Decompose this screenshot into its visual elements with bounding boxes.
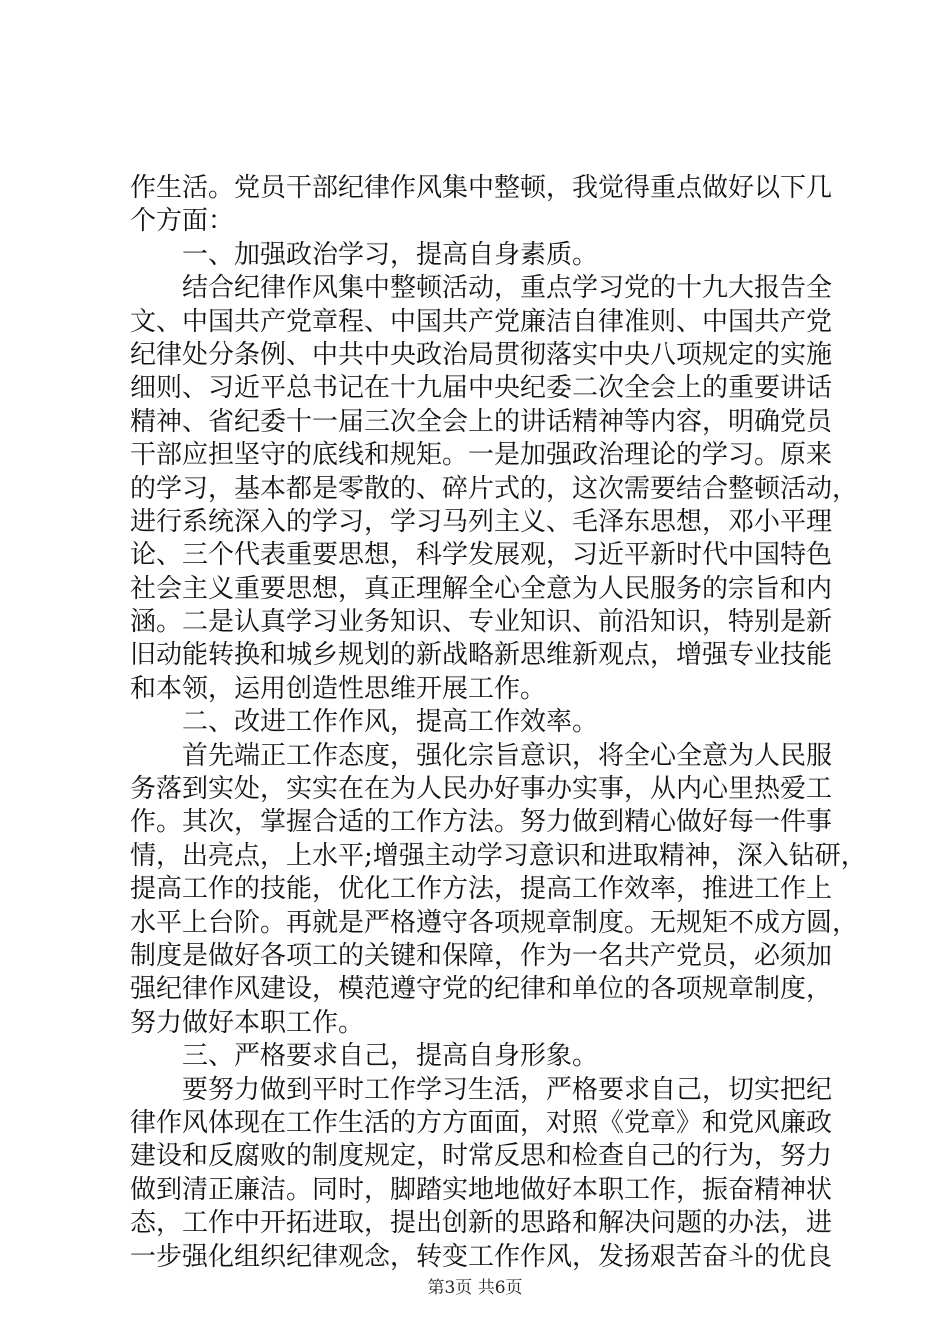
text-line: 提高工作的技能，优化工作方法，提高工作效率，推进工作上	[130, 874, 833, 905]
text-line: 律作风体现在工作生活的方方面面，对照《党章》和党风廉政	[130, 1107, 833, 1138]
text-line: 态，工作中开拓进取，提出创新的思路和解决问题的办法，进	[130, 1208, 833, 1239]
text-line: 细则、习近平总书记在十九届中央纪委二次全会上的重要讲话	[130, 373, 833, 404]
text-line: 文、中国共产党章程、中国共产党廉洁自律准则、中国共产党	[130, 306, 833, 337]
text-line: 水平上台阶。再就是严格遵守各项规章制度。无规矩不成方圆，	[130, 907, 859, 938]
text-line: 旧动能转换和城乡规划的新战略新思维新观点，增强专业技能	[130, 640, 833, 671]
text-line: 制度是做好各项工的关键和保障，作为一名共产党员，必须加	[130, 940, 833, 971]
paragraph-first-line: 结合纪律作风集中整顿活动，重点学习党的十九大报告全	[182, 273, 833, 304]
section-heading: 三、严格要求自己，提高自身形象。	[182, 1041, 599, 1072]
text-line: 做到清正廉洁。同时，脚踏实地地做好本职工作，振奋精神状	[130, 1174, 833, 1205]
paragraph-first-line: 要努力做到平时工作学习生活，严格要求自己，切实把纪	[182, 1074, 833, 1105]
paragraph-first-line: 首先端正工作态度，强化宗旨意识，将全心全意为人民服	[182, 740, 833, 771]
text-line: 强纪律作风建设，模范遵守党的纪律和单位的各项规章制度，	[130, 974, 833, 1005]
text-line: 和本领，运用创造性思维开展工作。	[130, 673, 547, 704]
page-number-label: 第3页 共6页	[427, 1278, 523, 1298]
text-line: 论、三个代表重要思想，科学发展观，习近平新时代中国特色	[130, 540, 833, 571]
text-line: 建设和反腐败的制度规定，时常反思和检查自己的行为，努力	[130, 1141, 833, 1172]
text-line: 涵。二是认真学习业务知识、专业知识、前沿知识，特别是新	[130, 607, 833, 638]
section-heading: 二、改进工作作风，提高工作效率。	[182, 707, 599, 738]
text-line: 纪律处分条例、中共中央政治局贯彻落实中央八项规定的实施	[130, 339, 833, 370]
text-line: 社会主义重要思想，真正理解全心全意为人民服务的宗旨和内	[130, 573, 833, 604]
page-footer	[0, 1277, 950, 1299]
text-line: 的学习，基本都是零散的、碎片式的，这次需要结合整顿活动，	[130, 473, 859, 504]
text-line: 个方面：	[130, 206, 235, 237]
text-line: 干部应担坚守的底线和规矩。一是加强政治理论的学习。原来	[130, 440, 833, 471]
body-text	[130, 172, 867, 1274]
text-line: 精神、省纪委十一届三次全会上的讲话精神等内容，明确党员	[130, 406, 833, 437]
text-line: 进行系统深入的学习，学习马列主义、毛泽东思想，邓小平理	[130, 506, 833, 537]
text-line: 务落到实处，实实在在为人民办好事办实事，从内心里热爱工	[130, 774, 833, 805]
text-line: 努力做好本职工作。	[130, 1007, 365, 1038]
text-line: 作。其次，掌握合适的工作方法。努力做到精心做好每一件事	[130, 807, 833, 838]
text-line: 情，出亮点，上水平;增强主动学习意识和进取精神，深入钻研，	[130, 840, 867, 871]
section-heading: 一、加强政治学习，提高自身素质。	[182, 239, 599, 270]
text-line: 作生活。党员干部纪律作风集中整顿，我觉得重点做好以下几	[130, 173, 833, 203]
text-line: 一步强化组织纪律观念，转变工作作风，发扬艰苦奋斗的优良	[130, 1241, 833, 1272]
